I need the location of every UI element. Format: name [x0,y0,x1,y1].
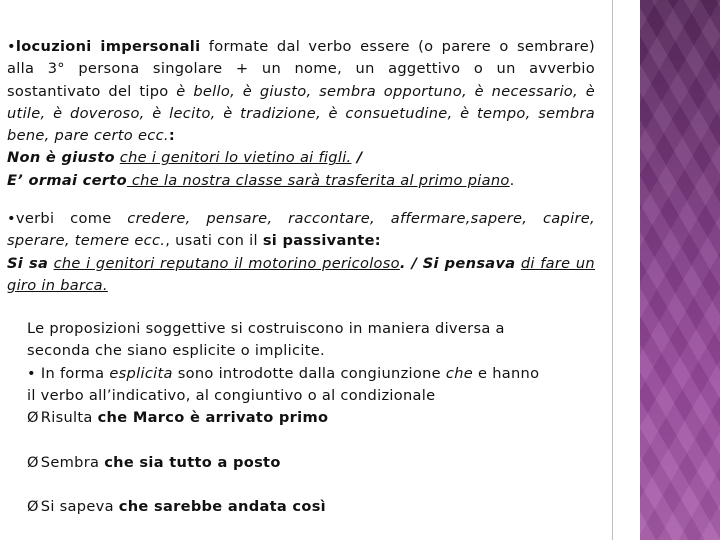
term-che: che [445,364,474,382]
example-item: Ø Sembra che sia tutto a posto [27,453,281,471]
example-1-main: Non è giusto [7,149,115,167]
term-locuzioni-impersonali: locuzioni impersonali [15,38,201,55]
bullet: • [27,364,36,382]
example-1-subordinate: che i genitori lo vietino ai figli. [119,149,352,167]
divider [612,0,613,540]
explanation-section [27,318,547,519]
text: verbi come [15,210,128,227]
colon: : [168,127,175,145]
colon: : [374,232,381,250]
example-2-subordinate: che la nostra classe sarà trasferita al primo piano [126,171,510,189]
arrow-bullet-icon: Ø [27,453,39,471]
examples-list: è bello, è giusto, sembra opportuno, è necessario, è utile, è doveroso, è lecito, è tradizione, è consuetudine, è tempo, sembra bene, pare certo ecc. [7,82,596,145]
separator: . / [399,254,418,272]
example-2-subordinate: di fare un giro in barca. [7,254,595,294]
explicit-form-note: • In forma esplicita sono introdotte dalla congiunzione che e hanno il verbo all’indicativo, al congiuntivo o al condizionale [27,364,540,404]
paragraph-verbi-si-passivante [7,208,595,297]
example-2-main: Si pensava [422,254,516,272]
term-esplicita: esplicita [109,364,173,382]
verbs-list: credere, pensare, raccontare, affermare,sapere, capire, sperare, temere ecc. [7,210,595,250]
separator: / [351,149,363,167]
definition-text: formate dal verbo essere (o parere o sembrare) alla 3° persona singolare + un nome, un aggettivo o un avverbio sostantivato del tipo [7,38,595,100]
bullet: • [7,38,16,55]
example-item: Ø Si sapeva che sarebbe andata così [27,498,326,516]
decorative-side-panel [640,0,720,540]
bullet: • [7,210,16,227]
term-si-passivante: si passivante [262,232,375,250]
example-1-main: Si sa [7,254,49,272]
example-item: Ø Risulta che Marco è arrivato primo [27,409,329,427]
arrow-bullet-icon: Ø [27,409,39,427]
period: . [509,171,515,189]
arrow-bullet-icon: Ø [27,498,39,516]
text: , usati con il [165,232,263,250]
intro-text: Le proposizioni soggettive si costruiscono in maniera diversa a seconda che siano esplicite o implicite. [27,320,505,360]
example-2-main: E’ ormai certo [7,171,127,189]
example-1-subordinate: che i genitori reputano il motorino pericoloso [53,254,400,272]
paragraph-locuzioni-impersonali [7,36,595,192]
